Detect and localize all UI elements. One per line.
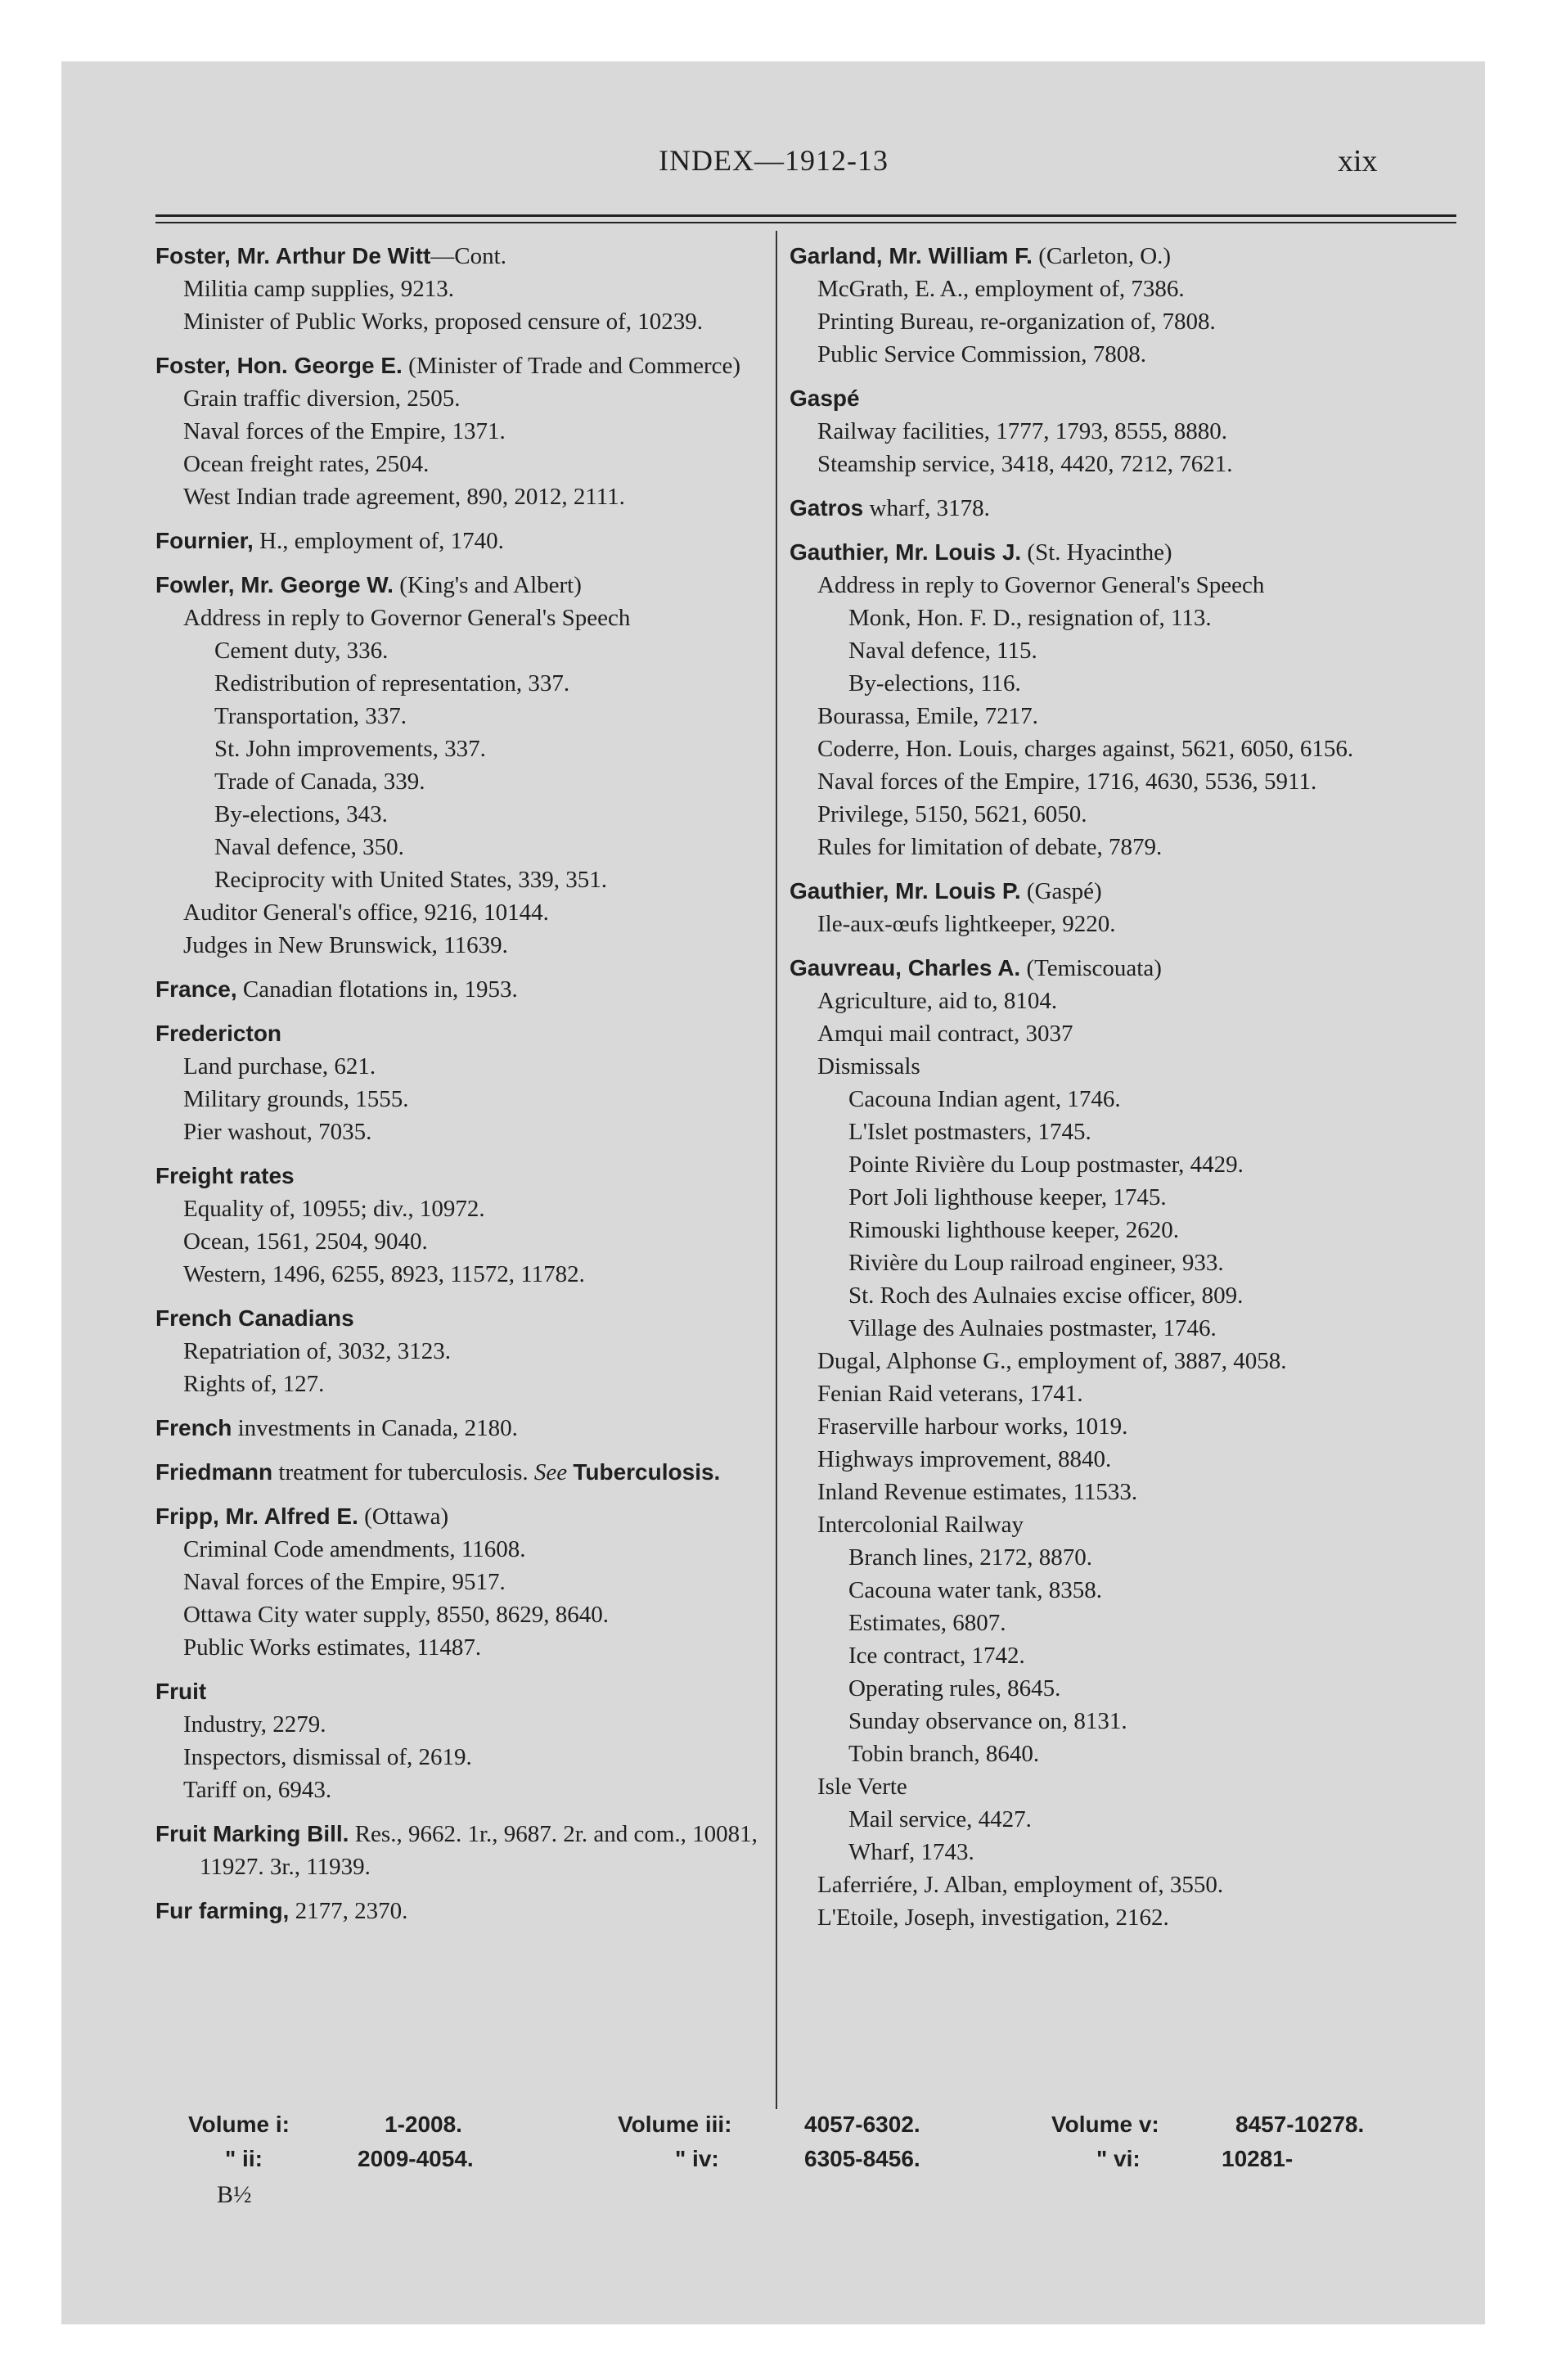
entry-qualifier: (Ottawa) [358,1503,449,1530]
legend-row [61,2107,1485,2142]
subentry: Ile-aux-œufs lightkeeper, 9220. [817,911,1116,937]
subentry: Rights of, 127. [183,1371,325,1397]
entry-heading [790,875,1477,908]
subentry: Isle Verte [817,1774,907,1800]
entry-heading [790,952,1477,985]
subentry: Fraserville harbour works, 1019. [817,1413,1128,1440]
index-entry-fruit [155,1675,777,1806]
entry-name: Fruit [155,1679,207,1704]
subentry: Naval forces of the Empire, 9517. [183,1569,506,1595]
subentry: Port Joli lighthouse keeper, 1745. [848,1184,1167,1210]
entry-name: Friedmann [155,1459,273,1485]
subentry: L'Islet postmasters, 1745. [848,1119,1091,1145]
index-entry-french-investments [155,1412,777,1445]
entry-name: Fur farming, [155,1898,290,1923]
subentry: Ocean, 1561, 2504, 9040. [183,1228,428,1255]
entry-heading [155,240,777,273]
left-column [155,240,777,1939]
subentry: Operating rules, 8645. [848,1675,1061,1702]
entry-qualifier: treatment for tuberculosis. [272,1459,529,1485]
see-target: Tuberculosis. [573,1459,721,1485]
subentry: Amqui mail contract, 3037 [817,1021,1073,1047]
subentry: Grain traffic diversion, 2505. [183,385,461,412]
subentry: Laferriére, J. Alban, employment of, 3550. [817,1872,1224,1898]
entry-qualifier: wharf, 3178. [863,495,990,521]
page-header [61,143,1485,192]
index-entry-gatros [790,492,1477,525]
subentry: Village des Aulnaies postmaster, 1746. [848,1315,1217,1341]
subentry: Tariff on, 6943. [183,1777,332,1803]
subentry: Reciprocity with United States, 339, 351. [214,867,608,893]
volume-label: " iv: [675,2146,719,2171]
entry-qualifier: 2177, 2370. [289,1898,408,1924]
index-entry-gaspe [790,382,1477,480]
subentry: Public Works estimates, 11487. [183,1634,482,1661]
legend-row [61,2142,1485,2176]
subentry: Militia camp supplies, 9213. [183,276,455,302]
subentry: Coderre, Hon. Louis, charges against, 5621, 6050, 6156. [817,736,1354,762]
entry-qualifier: investments in Canada, 2180. [232,1415,518,1441]
subentry: Highways improvement, 8840. [817,1446,1112,1472]
subentry: Sunday observance on, 8131. [848,1708,1127,1734]
subentry: Rimouski lighthouse keeper, 2620. [848,1217,1179,1243]
volume-range: 2009-4054. [358,2146,474,2171]
entry-qualifier: H., employment of, 1740. [253,528,504,554]
entry-name: Gatros [790,495,864,521]
subentry: Fenian Raid veterans, 1741. [817,1381,1083,1407]
subentry: Agriculture, aid to, 8104. [817,988,1058,1014]
index-entry-fur-farming [155,1895,777,1927]
entry-heading [155,1500,777,1533]
entry-name: Gauvreau, Charles A. [790,955,1021,980]
index-page [61,61,1485,2324]
subentry: St. Roch des Aulnaies excise officer, 809. [848,1282,1244,1309]
page-number: xix [1338,144,1378,178]
subentry: Monk, Hon. F. D., resignation of, 113. [848,605,1212,631]
subentry: By-elections, 116. [848,670,1021,696]
subentry: St. John improvements, 337. [214,736,486,762]
subentry: Industry, 2279. [183,1711,326,1738]
entry-qualifier: —Cont. [430,243,506,269]
index-entry-fournier [155,525,777,557]
signature-mark: B½ [217,2181,252,2208]
see-reference: See [533,1459,568,1485]
entry-name: Gauthier, Mr. Louis J. [790,539,1022,565]
entry-heading [155,349,777,382]
volume-range: 1-2008. [385,2112,462,2137]
subentry: By-elections, 343. [214,801,388,827]
subentry: Land purchase, 621. [183,1053,376,1080]
subentry: Wharf, 1743. [848,1839,974,1865]
subentry: Ocean freight rates, 2504. [183,451,430,477]
entry-name: Foster, Hon. George E. [155,353,403,378]
subentry: Address in reply to Governor General's Speech [817,572,1265,598]
entry-heading [155,1456,777,1489]
entry-name: Gauthier, Mr. Louis P. [790,878,1021,904]
entry-qualifier: (Temiscouata) [1020,955,1162,981]
index-entry-friedmann [155,1456,777,1489]
entry-heading [790,492,1477,525]
header-rule [155,214,1456,217]
subentry: Public Service Commission, 7808. [817,341,1146,367]
subentry: Rivière du Loup railroad engineer, 933. [848,1250,1224,1276]
subentry: Inspectors, dismissal of, 2619. [183,1744,472,1770]
index-entry-garland [790,240,1477,371]
subentry: Tobin branch, 8640. [848,1741,1040,1767]
subentry: Naval forces of the Empire, 1371. [183,418,506,444]
index-entry-fruit-marking-bill [155,1818,777,1883]
subentry: Pointe Rivière du Loup postmaster, 4429. [848,1152,1244,1178]
subentry: Repatriation of, 3032, 3123. [183,1338,452,1364]
subentry: Transportation, 337. [214,703,407,729]
entry-name: Foster, Mr. Arthur De Witt [155,243,431,268]
volume-range: 6305-8456. [804,2146,920,2171]
index-entry-fredericton [155,1017,777,1148]
volume-label: Volume i: [188,2112,290,2137]
subentry: Minister of Public Works, proposed censure of, 10239. [183,309,704,335]
index-entry-fripp [155,1500,777,1664]
subentry: L'Etoile, Joseph, investigation, 2162. [817,1904,1169,1931]
entry-heading [155,1818,777,1883]
index-entry-french-canadians [155,1302,777,1400]
entry-qualifier: (Gaspé) [1020,878,1102,904]
entry-heading [155,569,777,602]
index-entry-freight-rates [155,1160,777,1291]
subentry: Naval defence, 350. [214,834,404,860]
subentry: Privilege, 5150, 5621, 6050. [817,801,1087,827]
subentry: Auditor General's office, 9216, 10144. [183,899,549,926]
volume-range: 8457-10278. [1235,2112,1365,2137]
subentry: Judges in New Brunswick, 11639. [183,932,508,958]
entry-heading [790,536,1477,569]
entry-name: French [155,1415,232,1440]
subentry: Mail service, 4427. [848,1806,1032,1832]
index-entry-fowler [155,569,777,962]
entry-heading [155,973,777,1006]
index-entry-gauthier-louis-p [790,875,1477,940]
subentry: Estimates, 6807. [848,1610,1006,1636]
index-entry-foster-arthur [155,240,777,338]
subentry: Inland Revenue estimates, 11533. [817,1479,1138,1505]
subentry: Branch lines, 2172, 8870. [848,1544,1093,1571]
subentry: Rules for limitation of debate, 7879. [817,834,1163,860]
subentry: Equality of, 10955; div., 10972. [183,1196,485,1222]
index-entry-gauvreau [790,952,1477,1934]
volume-label: Volume v: [1051,2112,1159,2137]
entry-name: France, [155,976,237,1002]
entry-qualifier: (Carleton, O.) [1032,243,1172,269]
subentry: Ottawa City water supply, 8550, 8629, 8640. [183,1602,610,1628]
entry-name: French Canadians [155,1305,354,1331]
subentry: Intercolonial Railway [817,1512,1024,1538]
subentry: Cacouna water tank, 8358. [848,1577,1103,1603]
volume-label: Volume iii: [618,2112,732,2137]
entry-heading [790,240,1477,273]
subentry: Dugal, Alphonse G., employment of, 3887, 4058. [817,1348,1287,1374]
entry-qualifier: (King's and Albert) [393,572,582,598]
subentry: West Indian trade agreement, 890, 2012, 2111. [183,484,625,510]
index-entry-foster-george [155,349,777,513]
entry-name: Freight rates [155,1163,295,1188]
subentry: Railway facilities, 1777, 1793, 8555, 8880. [817,418,1227,444]
volume-label: " vi: [1096,2146,1141,2171]
subentry: Criminal Code amendments, 11608. [183,1536,526,1562]
subentry: Military grounds, 1555. [183,1086,409,1112]
subentry: Cacouna Indian agent, 1746. [848,1086,1121,1112]
entry-heading [155,1412,777,1445]
entry-qualifier: Canadian flotations in, 1953. [236,976,518,1003]
index-entry-france [155,973,777,1006]
entry-qualifier: (Minister of Trade and Commerce) [402,353,741,379]
entry-heading [790,382,1477,415]
subentry: Trade of Canada, 339. [214,769,425,795]
entry-name: Fruit Marking Bill. [155,1821,349,1846]
volume-label: " ii: [225,2146,263,2171]
entry-heading [155,1302,777,1335]
subentry: Redistribution of representation, 337. [214,670,570,696]
subentry: Pier washout, 7035. [183,1119,372,1145]
entry-name: Fripp, Mr. Alfred E. [155,1503,358,1529]
entry-heading [155,525,777,557]
volume-range: 10281- [1222,2146,1294,2171]
entry-heading [155,1160,777,1192]
entry-name: Gaspé [790,385,860,411]
subentry: Naval defence, 115. [848,638,1037,664]
subentry: Steamship service, 3418, 4420, 7212, 7621. [817,451,1233,477]
entry-heading [155,1895,777,1927]
subentry: Naval forces of the Empire, 1716, 4630, 5536, 5911. [817,769,1317,795]
right-column [790,240,1477,1945]
subentry: Bourassa, Emile, 7217. [817,703,1038,729]
subentry: Dismissals [817,1053,920,1080]
entry-heading [155,1017,777,1050]
entry-name: Fowler, Mr. George W. [155,572,394,597]
entry-name: Fredericton [155,1021,282,1046]
index-entry-gauthier-louis-j [790,536,1477,863]
header-rule-lower [155,222,1456,223]
entry-heading [155,1675,777,1708]
subentry: Address in reply to Governor General's Speech [183,605,631,631]
subentry: McGrath, E. A., employment of, 7386. [817,276,1185,302]
subentry: Printing Bureau, re-organization of, 7808. [817,309,1216,335]
subentry: Western, 1496, 6255, 8923, 11572, 11782. [183,1261,585,1287]
entry-qualifier: (St. Hyacinthe) [1021,539,1172,566]
running-head: INDEX—1912-13 [659,144,889,177]
subentry: Cement duty, 336. [214,638,389,664]
subentry: Ice contract, 1742. [848,1643,1025,1669]
entry-name: Garland, Mr. William F. [790,243,1033,268]
entry-name: Fournier, [155,528,254,553]
entry-qualifier: Res., 9662. 1r., 9687. 2r. and com., 10081, 11927. 3r., 11939. [200,1821,758,1880]
volume-range: 4057-6302. [804,2112,920,2137]
